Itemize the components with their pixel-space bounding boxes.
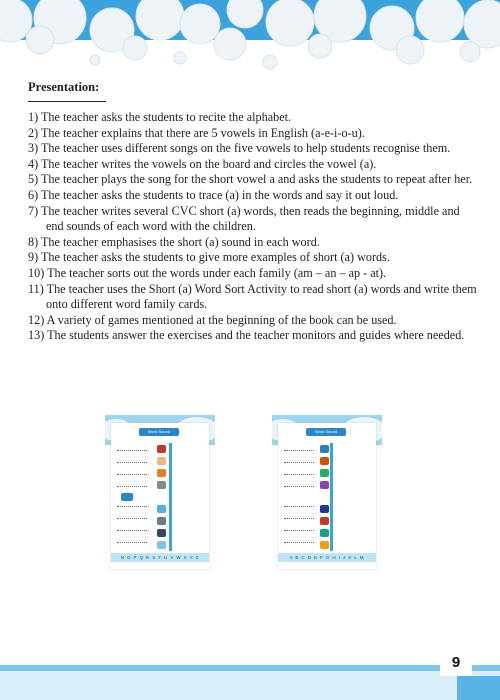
picture-icon [157, 481, 166, 489]
heading-underline [28, 101, 106, 102]
presentation-steps [28, 110, 480, 344]
step-item: 12) A variety of games mentioned at the beginning of the book can be used. [28, 312, 397, 327]
picture-icon [320, 481, 329, 489]
step-item: 6) The teacher asks the students to trace (a) in the words and say it out loud. [28, 187, 399, 202]
footer-band [0, 665, 500, 671]
picture-icon [320, 445, 329, 453]
step-item: 13) The students answer the exercises and the teacher monitors and guides where needed. [28, 328, 465, 343]
worksheet-title: Word Sound [139, 428, 179, 436]
page-number: 9 [440, 650, 472, 676]
picture-icon [157, 517, 166, 525]
section-heading: Presentation: [28, 80, 100, 94]
picture-icon [320, 505, 329, 513]
step-item: 3) The teacher uses different songs on the five vowels to help students recognise them. [28, 141, 451, 156]
picture-icon [320, 541, 329, 549]
cloud-banner [0, 0, 500, 78]
step-item: 10) The teacher sorts out the words under each family (am – an – ap - at). [28, 265, 387, 280]
step-item: 4) The teacher writes the vowels on the board and circles the vowel (a). [28, 156, 377, 171]
page-corner-block [457, 676, 500, 700]
picture-icon [157, 505, 166, 513]
alphabet-strip: N O P Q R S T U V W X Y Z [111, 553, 209, 562]
picture-icon [320, 457, 329, 465]
picture-icon [121, 493, 133, 501]
picture-icon [157, 457, 166, 465]
step-item: 5) The teacher plays the song for the short vowel a and asks the students to repeat after her. [28, 172, 473, 187]
step-item: 7) The teacher writes several CVC short (a) words, then reads the beginning, middle and end sounds of each word with the children. [28, 203, 460, 234]
picture-icon [157, 445, 166, 453]
picture-icon [320, 529, 329, 537]
worksheet-title: Word Sound [306, 428, 346, 436]
picture-icon [157, 541, 166, 549]
picture-icon [320, 469, 329, 477]
step-item: 1) The teacher asks the students to recite the alphabet. [28, 110, 292, 124]
step-item: 8) The teacher emphasises the short (a) sound in each word. [28, 234, 320, 249]
worksheet-divider [330, 443, 333, 551]
step-item: 11) The teacher uses the Short (a) Word Sort Activity to read short (a) words and write them onto different word family cards. [28, 281, 477, 312]
alphabet-strip: A B C D E F G H I J K L M [278, 553, 376, 562]
step-item: 2) The teacher explains that there are 5 vowels in English (a-e-i-o-u). [28, 125, 365, 140]
picture-icon [320, 517, 329, 525]
worksheet-thumbnail-1 [105, 415, 215, 575]
worksheet-thumbnail-2 [272, 415, 382, 575]
step-item: 9) The teacher asks the students to give more examples of short (a) words. [28, 250, 390, 265]
picture-icon [157, 469, 166, 477]
picture-icon [157, 529, 166, 537]
worksheet-divider [169, 443, 172, 551]
